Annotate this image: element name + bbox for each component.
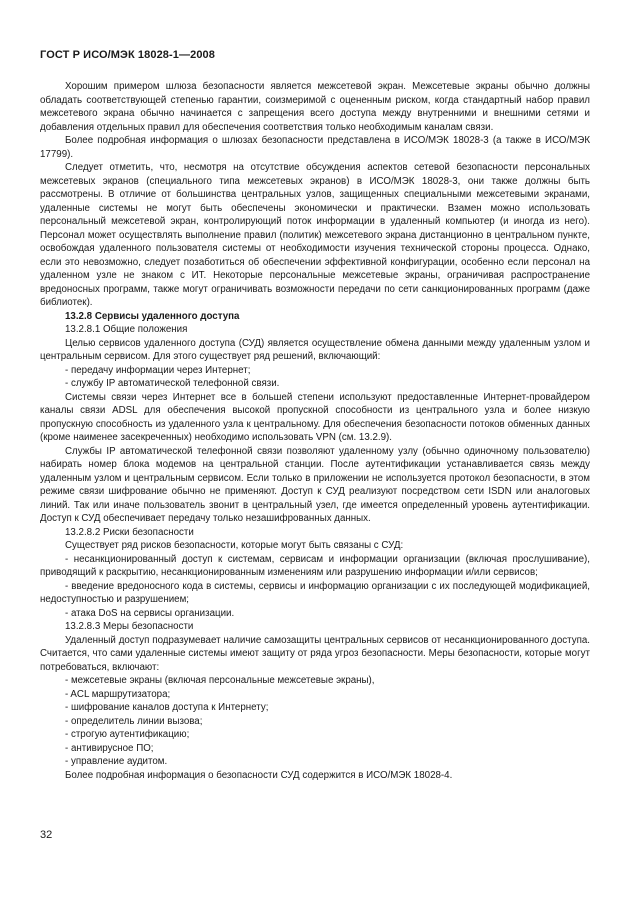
- standard-header: ГОСТ Р ИСО/МЭК 18028-1—2008: [40, 49, 215, 61]
- list-item: - службу IP автоматической телефонной связи.: [65, 378, 280, 389]
- subsection-heading-measures: 13.2.8.3 Меры безопасности: [65, 621, 194, 632]
- subsection-heading-risks: 13.2.8.2 Риски безопасности: [65, 526, 194, 538]
- list-item: - передачу информации через Интернет;: [65, 364, 251, 376]
- paragraph-risks-intro: Существует ряд рисков безопасности, которые могут быть связаны с СУД:: [65, 540, 404, 551]
- list-item: - шифрование каналов доступа к Интернету;: [65, 702, 269, 713]
- paragraph-rad-purpose: Целью сервисов удаленного доступа (СУД) является осуществление обмена данными между удаленным узлом и центральным сервисом. Для этого существует ряд решений, включающий:: [40, 337, 590, 362]
- section-heading-remote-access: 13.2.8 Сервисы удаленного доступа: [65, 310, 240, 322]
- paragraph-firewall-example: Хорошим примером шлюза безопасности является межсетевой экран. Межсетевые экраны обычно должны обладать соответствующей степенью гарантии, соизмеримой с оцененным риском, когда стандартный набор правил межсетевого экрана обычно начинается с запрещения всего доступа между внутренними и внешними сетями и добавления отдельных правил для обеспечения соответствия только необходимым каналам связи.: [40, 81, 590, 133]
- paragraph-rad-reference: Более подробная информация о безопасности СУД содержится в ИСО/МЭК 18028-4.: [65, 769, 453, 781]
- paragraph-personal-firewalls: Следует отметить, что, несмотря на отсутствие обсуждения аспектов сетевой безопасности персональных межсетевых экранов (специального типа межсетевых экранов) в ИСО/МЭК 18028-3, они также должны быть рассмотрены. В отличие от большинства центральных узлов, защищенных специальными межсетевыми экранами, удаленные системы не могут быть обеспечены экономически и практически. Взамен можно использовать персональный межсетевой экран, контролирующий поток информации в удаленный компьютер (и иногда из него). Персонал может осуществлять выполнение правил (политик) межсетевого экрана дистанционно в центральном пункте, освобождая удаленного пользователя системы от необходимости изучения технической стороны процесса. Однако, если это невозможно, следует позаботиться об обеспечении эффективной конфигурации, особенно если персонал на удаленном узле не знаком с ИТ. Некоторые персональные межсетевые экраны, ограничивая распространение вредоносных программ, также могут ограничивать возможности передачи по сети санкционированных программ (даже библиотек).: [40, 162, 590, 308]
- paragraph-measures-intro: Удаленный доступ подразумевает наличие самозащиты центральных сервисов от несанкционированного доступа. Считается, что сами удаленные системы имеют защиту от ряда угроз безопасности. Меры безопасности, которые могут потребоваться, включают:: [40, 634, 590, 673]
- list-item: - управление аудитом.: [65, 756, 168, 767]
- page-number: 32: [40, 829, 53, 841]
- list-item: - ACL маршрутизатора;: [65, 688, 171, 700]
- page-body: [40, 80, 590, 782]
- list-item: - межсетевые экраны (включая персональные межсетевые экраны),: [65, 675, 375, 686]
- paragraph-gateway-reference: Более подробная информация о шлюзах безопасности представлена в ИСО/МЭК 18028-3 (а также в ИСО/МЭК 17799).: [40, 135, 590, 160]
- paragraph-internet-links: Системы связи через Интернет все в большей степени используют предоставленные Интернет-провайдером каналы связи ADSL для обеспечения высокой пропускной способности из центрального узла и более низкую пропускную способность из удаленного узла к центральному. Для обеспечения безопасности потоков обменных данных (кроме наименее засекреченных) необходимо использовать VPN (см. 13.2.9).: [40, 391, 590, 443]
- list-item: - определитель линии вызова;: [65, 715, 203, 727]
- subsection-heading-general: 13.2.8.1 Общие положения: [65, 324, 188, 335]
- list-item: - строгую аутентификацию;: [65, 729, 190, 740]
- list-item: - антивирусное ПО;: [65, 742, 154, 754]
- list-item: - атака DoS на сервисы организации.: [65, 607, 235, 619]
- list-item: - несанкционированный доступ к системам, сервисам и информации организации (включая прослушивание), приводящий к раскрытию, несанкционированным изменениям или разрушению информации и/или сервисов;: [40, 553, 590, 578]
- paragraph-ip-telephony: Службы IP автоматической телефонной связи позволяют удаленному узлу (обычно одиночному пользователю) набирать номер блока модемов на центральной станции. После аутентификации устанавливается связь между удаленным узлом и центральным сервисом. Если только в приложении не используется протокол безопасности, в этом режиме связи шифрование обычно не применяют. Доступ к СУД реализуют посредством сети ISDN или аналоговых линий. Так или иначе пользователь звонит в центральный узел, где имеется определенный уровень аутентификации. Доступ к СУД обеспечивает передачу только незашифрованных данных.: [40, 445, 590, 524]
- list-item: - введение вредоносного кода в системы, сервисы и информацию организации с их последующей модификацией, недоступностью и разрушением;: [40, 580, 590, 605]
